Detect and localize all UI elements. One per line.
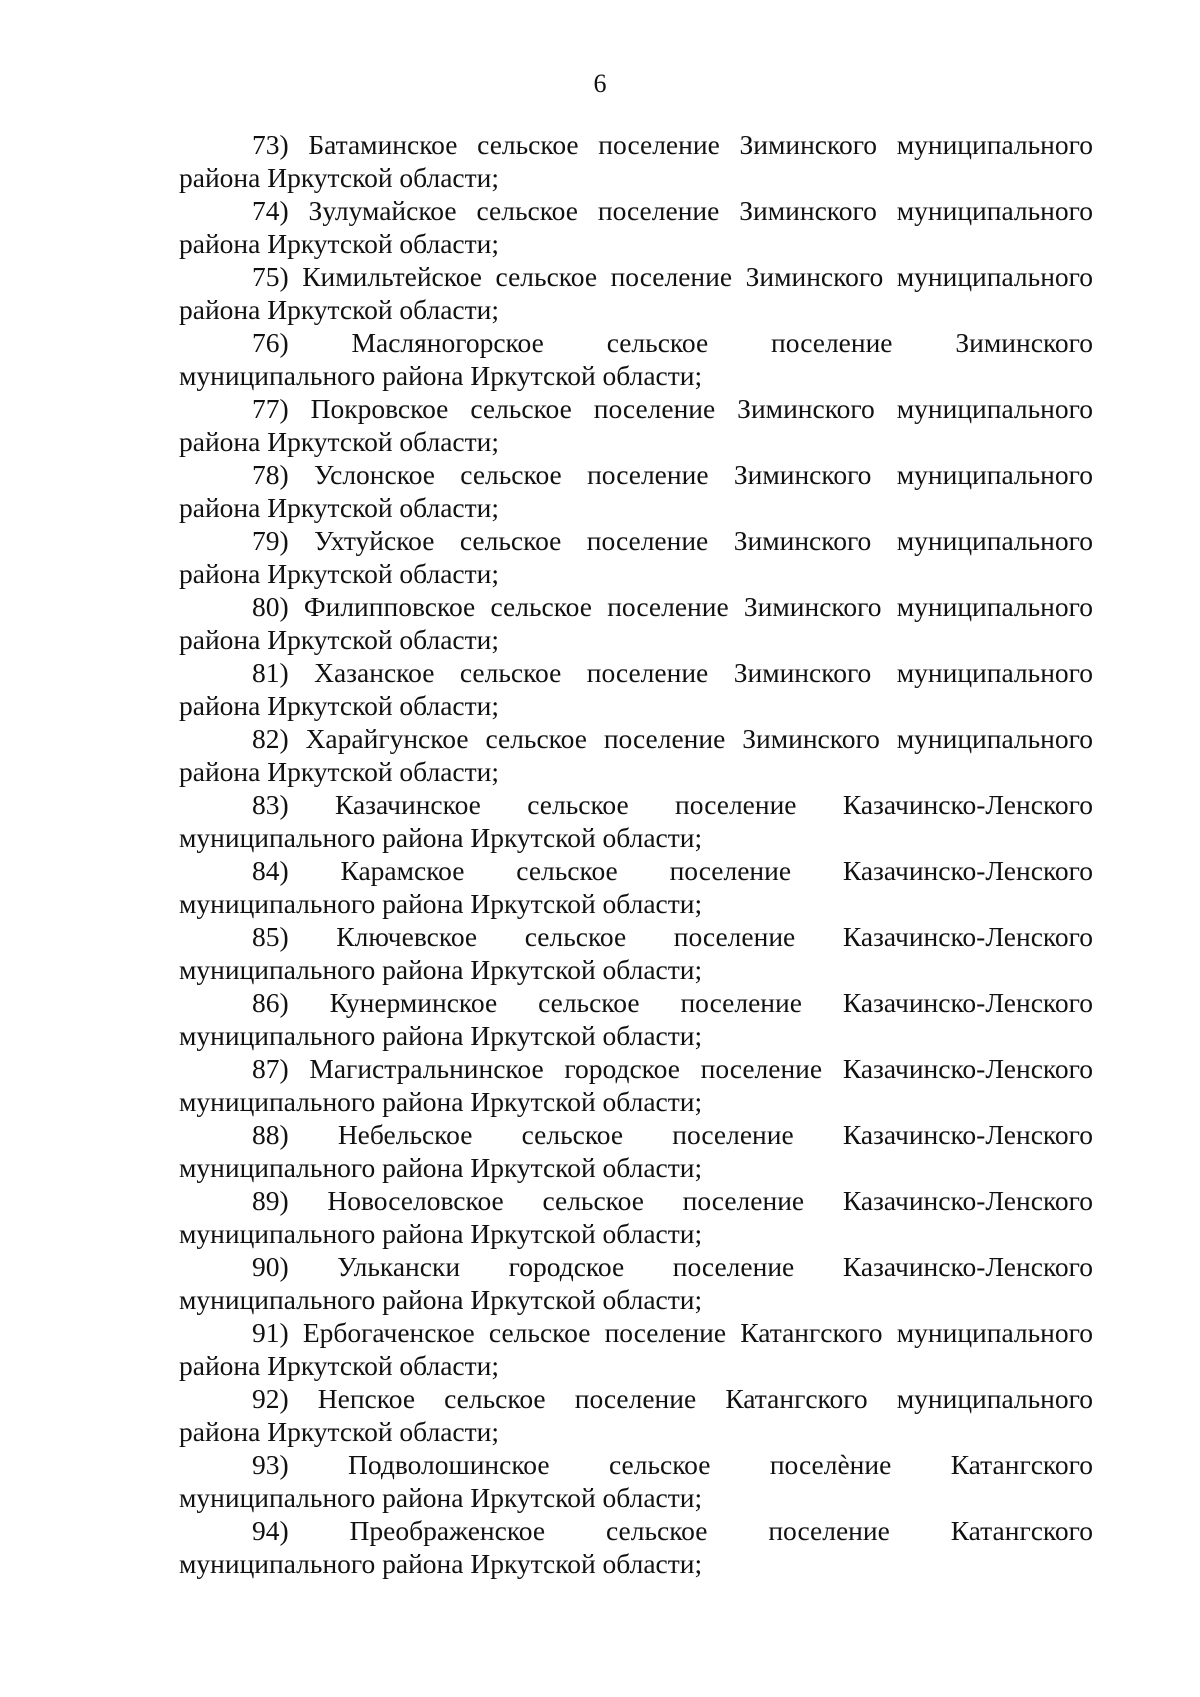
list-item (179, 128, 1093, 194)
list-item-continuation: муниципального района Иркутской области; (179, 822, 703, 853)
list-item (179, 458, 1093, 524)
list-item-text: 94) Преображенское сельское поселение Катангского (252, 1515, 1093, 1546)
list-item-continuation: района Иркутской области; (179, 294, 499, 325)
list-item (179, 1448, 1093, 1514)
list-item-continuation: района Иркутской области; (179, 690, 499, 721)
list-item (179, 722, 1093, 788)
list-item-text: 78) Услонское сельское поселение Зиминского муниципального (252, 459, 1093, 490)
list-item (179, 1052, 1093, 1118)
list-item (179, 986, 1093, 1052)
list-item-continuation: муниципального района Иркутской области; (179, 888, 703, 919)
list-item (179, 1316, 1093, 1382)
list-item-continuation: района Иркутской области; (179, 756, 499, 787)
page-number: 6 (593, 69, 607, 98)
list-item-text: 90) Улькански городское поселение Казачинско-Ленского (252, 1251, 1093, 1282)
list-item-continuation: муниципального района Иркутской области; (179, 1284, 703, 1315)
list-item (179, 656, 1093, 722)
list-item (179, 326, 1093, 392)
list-item-text: 82) Харайгунское сельское поселение Зиминского муниципального (252, 723, 1093, 754)
list-item (179, 1184, 1093, 1250)
list-item (179, 1118, 1093, 1184)
list-item (179, 1514, 1093, 1580)
list-item (179, 392, 1093, 458)
list-item-continuation: района Иркутской области; (179, 162, 499, 193)
list-item-text: 88) Небельское сельское поселение Казачинско-Ленского (252, 1119, 1093, 1150)
list-item-text: 89) Новоселовское сельское поселение Казачинско-Ленского (252, 1185, 1093, 1216)
list-item-text: 91) Ербогаченское сельское поселение Катангского муниципального (252, 1317, 1093, 1348)
list-item (179, 920, 1093, 986)
list-item-text: 85) Ключевское сельское поселение Казачинско-Ленского (252, 921, 1093, 952)
list-item-continuation: района Иркутской области; (179, 1416, 499, 1447)
list-item (179, 260, 1093, 326)
list-item-continuation: района Иркутской области; (179, 492, 499, 523)
list-item-continuation: района Иркутской области; (179, 624, 499, 655)
list-item-text: 86) Кунерминское сельское поселение Казачинско-Ленского (252, 987, 1093, 1018)
list-item (179, 524, 1093, 590)
list-item-text: 75) Кимильтейское сельское поселение Зиминского муниципального (252, 261, 1093, 292)
list-item-continuation: района Иркутской области; (179, 1350, 499, 1381)
list-item (179, 788, 1093, 854)
list-item (179, 854, 1093, 920)
list-item-continuation: района Иркутской области; (179, 558, 499, 589)
list-item-text: 79) Ухтуйское сельское поселение Зиминского муниципального (252, 525, 1093, 556)
list-item-text: 74) Зулумайское сельское поселение Зиминского муниципального (252, 195, 1093, 226)
settlement-list (179, 128, 1093, 1580)
list-item-text: 84) Карамское сельское поселение Казачинско-Ленского (252, 855, 1093, 886)
list-item-continuation: района Иркутской области; (179, 228, 499, 259)
list-item-continuation: муниципального района Иркутской области; (179, 1152, 703, 1183)
list-item (179, 194, 1093, 260)
list-item-continuation: муниципального района Иркутской области; (179, 1218, 703, 1249)
list-item-text: 93) Подволошинское сельское поселèние Катангского (252, 1449, 1093, 1480)
list-item-continuation: муниципального района Иркутской области; (179, 1086, 703, 1117)
list-item-text: 73) Батаминское сельское поселение Зиминского муниципального (252, 129, 1093, 160)
list-item (179, 1382, 1093, 1448)
list-item-text: 83) Казачинское сельское поселение Казачинско-Ленского (252, 789, 1093, 820)
list-item-continuation: района Иркутской области; (179, 426, 499, 457)
list-item-continuation: муниципального района Иркутской области; (179, 1548, 703, 1579)
list-item-continuation: муниципального района Иркутской области; (179, 1020, 703, 1051)
list-item-continuation: муниципального района Иркутской области; (179, 954, 703, 985)
list-item-text: 80) Филипповское сельское поселение Зиминского муниципального (252, 591, 1093, 622)
list-item-continuation: муниципального района Иркутской области; (179, 1482, 703, 1513)
list-item (179, 1250, 1093, 1316)
list-item-text: 76) Масляногорское сельское поселение Зиминского (252, 327, 1093, 358)
list-item-text: 77) Покровское сельское поселение Зиминского муниципального (252, 393, 1093, 424)
list-item-text: 87) Магистральнинское городское поселение Казачинско-Ленского (252, 1053, 1093, 1084)
list-item-text: 81) Хазанское сельское поселение Зиминского муниципального (252, 657, 1093, 688)
list-item-continuation: муниципального района Иркутской области; (179, 360, 703, 391)
list-item (179, 590, 1093, 656)
list-item-text: 92) Непское сельское поселение Катангского муниципального (252, 1383, 1093, 1414)
